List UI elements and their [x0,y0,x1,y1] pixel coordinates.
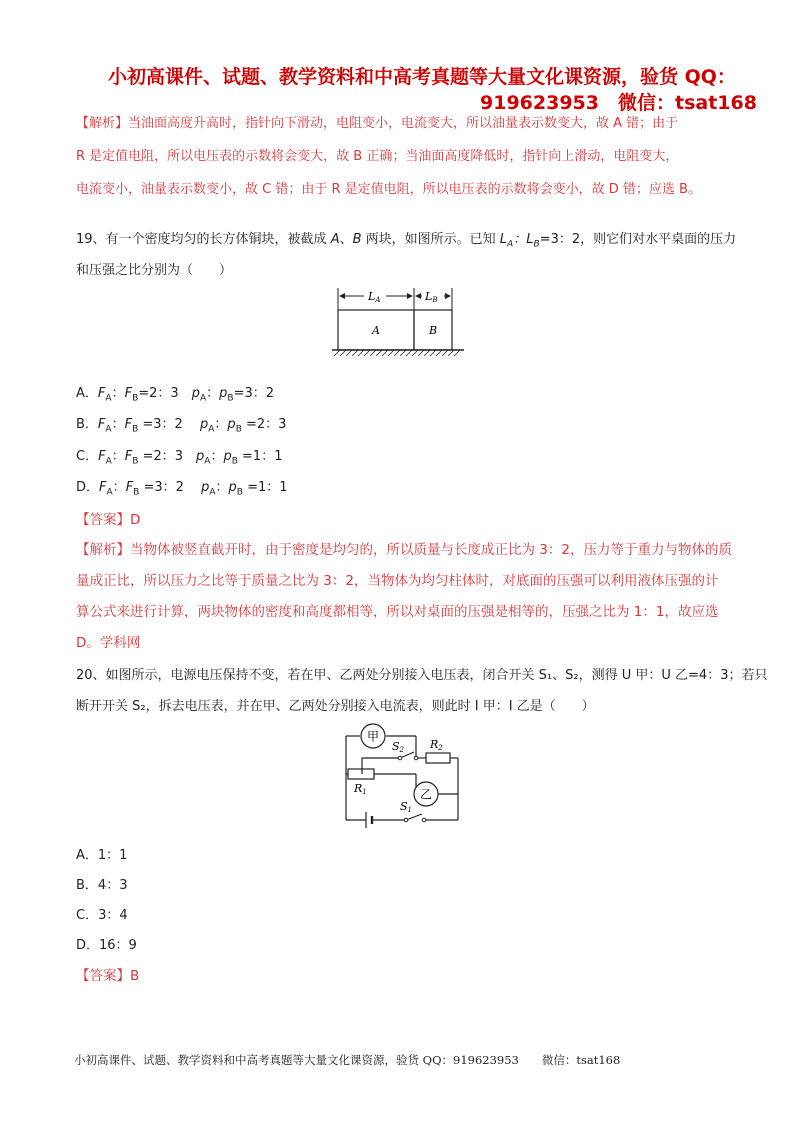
q19-stem-text: 两块，如图所示。已知 [361,232,500,247]
meter-jia-label: 甲 [367,729,380,744]
q19-analysis-line: 【解析】当物体被竖直截开时，由于密度是均匀的，所以质量与长度成正比为 3：2，压力等于重力与物体的质 [76,542,732,558]
r2-label: R2 [430,738,443,752]
prev-analysis-line: R 是定值电阻，所以电压表的示数将会变大，故 B 正确；当油面高度降低时，指针向上滑动，电阻变大， [76,149,679,164]
q20-option-d: D．16：9 [76,938,137,953]
q19-ratio: $L_A$：$L_B$ [499,232,540,250]
header-line-1: 小初高课件、试题、教学资料和中高考真题等大量文化课资源，验货 QQ： [108,66,736,88]
q20-answer-value: B [130,968,140,984]
block-a-label: A [372,324,380,337]
q20-circuit-figure [340,722,470,834]
q20-option-b: B．4：3 [76,878,128,893]
q19-analysis-line: 算公式来进行计算，两块物体的密度和高度都相等，所以对桌面的压强是相等的，压强之比为 1：1，故应选 [76,604,719,620]
q19-blocks-figure [332,284,482,364]
q19-option-text: $F_A$：$F_B =3$：2 $p_A$：$p_B =2$：3 [97,417,287,435]
resistor-r1 [348,769,374,779]
q19-option-text: $F_A$：$F_B =3$：2 $p_A$：$p_B =1$：1 [99,480,288,498]
q19-option-text: $F_A$：$F_B=2$：3 $p_A$：$p_B=3$：2 [97,386,275,404]
q20-answer: 【答案】B [76,968,140,984]
r1-label: R1 [354,782,367,796]
q19-analysis-line: 量成正比，所以压力之比等于质量之比为 3：2，当物体为均匀柱体时，对底面的压强可以利用液体压强的计 [76,573,719,589]
q20-option-a: A．1：1 [76,848,128,863]
label-lb: LB [425,290,438,304]
q19-stem-line-2: 和压强之比分别为（ ） [76,263,233,278]
q19-answer: 【答案】D [76,512,141,528]
block-b-label: B [429,324,438,337]
q19-stem-text: =3：2，则它们对水平桌面的压力 [539,232,737,247]
q19-answer-value: D [130,512,141,528]
q20-stem-line-2: 断开开关 S₂，拆去电压表，并在甲、乙两处分别接入电流表，则此时 I 甲：I 乙是（ ） [76,699,595,714]
q19-option-c: C．$F_A$：$F_B =2$：3 $p_A$：$p_B =1$：1 [76,449,283,467]
label-la: LA [368,290,381,304]
prev-analysis-line: 电流变小，油量表示数变小，故 C 错；由于 R 是定值电阻，所以电压表的示数将会变小，故 D 错；应选 B。 [76,182,701,197]
q20-option-c: C．3：4 [76,908,128,923]
q19-stem-text: 19、有一个密度均匀的长方体铜块，被截成 [76,232,331,247]
q19-option-a: A．$F_A$：$F_B=2$：3 $p_A$：$p_B=3$：2 [76,386,275,404]
q19-analysis-line: D。学科网 [76,635,141,651]
q19-stem-line-1 [76,230,736,255]
q20-stem-line-1: 20、如图所示，电源电压保持不变，若在甲、乙两处分别接入电压表，闭合开关 S₁、S₂，测得 U 甲：U 乙=4：3；若只 [76,668,768,683]
switch-s2-label: S2 [392,740,405,754]
q19-var-b: B [352,232,362,247]
header-line-2: 919623953 微信：tsat168 [480,92,757,114]
q19-var-a: A [330,232,340,247]
q19-option-d: D．$F_A$：$F_B =3$：2 $p_A$：$p_B =1$：1 [76,480,288,498]
page-footer: 小初高课件、试题、教学资料和中高考真题等大量文化课资源，验货 QQ：919623953 微信：tsat168 [74,1053,621,1067]
q19-option-text: $F_A$：$F_B =2$：3 $p_A$：$p_B =1$：1 [98,449,283,467]
q19-option-b: B．$F_A$：$F_B =3$：2 $p_A$：$p_B =2$：3 [76,417,287,435]
meter-yi-label: 乙 [420,787,433,802]
prev-analysis-line: 【解析】当油面高度升高时，指针向下滑动，电阻变小，电流变大，所以油量表示数变大，故 A 错；由于 [76,116,679,131]
q19-stem-text: 、 [339,232,353,247]
switch-s1-label: S1 [400,800,413,814]
resistor-r2 [426,753,450,763]
